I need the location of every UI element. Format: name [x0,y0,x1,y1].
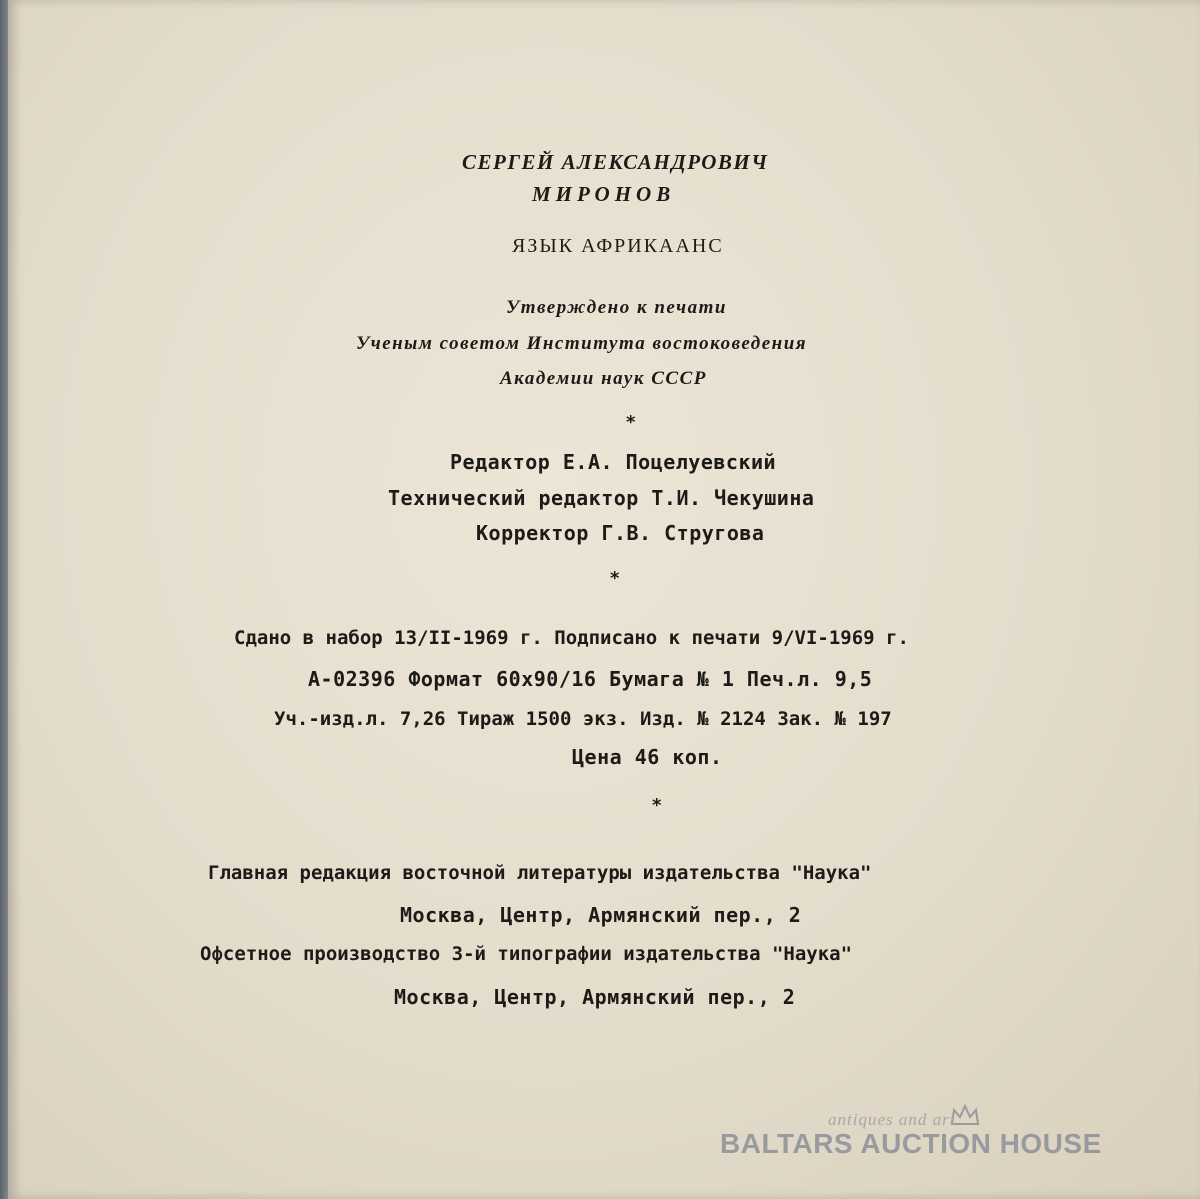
book-title: ЯЗЫК АФРИКААНС [512,235,724,257]
print-info-line-1: Сдано в набор 13/II-1969 г. Подписано к печати 9/VI-1969 г. [234,627,909,649]
print-info-line-2: А-02396 Формат 60х90/16 Бумага № 1 Печ.л. 9,5 [308,667,873,691]
tech-editor-line: Технический редактор Т.И. Чекушина [388,486,815,510]
auction-house-watermark [720,1108,1120,1178]
publisher-line-3: Офсетное производство 3-й типографии издательства "Наука" [200,943,853,965]
author-first-name: СЕРГЕЙ АЛЕКСАНДРОВИЧ [462,150,769,174]
corrector-line: Корректор Г.В. Стругова [476,521,765,545]
approval-line-3: Академии наук СССР [500,368,707,389]
publisher-line-1: Главная редакция восточной литературы издательства "Наука" [208,862,872,884]
author-last-name: МИРОНОВ [532,182,676,206]
publisher-line-4: Москва, Центр, Армянский пер., 2 [394,985,796,1009]
separator-star-3: * [652,795,662,816]
book-page [8,0,1200,1199]
approval-line-1: Утверждено к печати [506,297,727,318]
editor-line: Редактор Е.А. Поцелуевский [450,450,777,474]
price-line: Цена 46 коп. [572,745,723,769]
print-info-line-3: Уч.-изд.л. 7,26 Тираж 1500 экз. Изд. № 2124 Зак. № 197 [274,708,892,730]
separator-star-1: * [626,412,636,433]
approval-line-2: Ученым советом Института востоковедения [356,333,808,354]
publisher-line-2: Москва, Центр, Армянский пер., 2 [400,903,802,927]
watermark-name: BALTARS AUCTION HOUSE [720,1128,1102,1159]
separator-star-2: * [610,568,620,589]
watermark-tagline: antiques and art [828,1110,956,1129]
